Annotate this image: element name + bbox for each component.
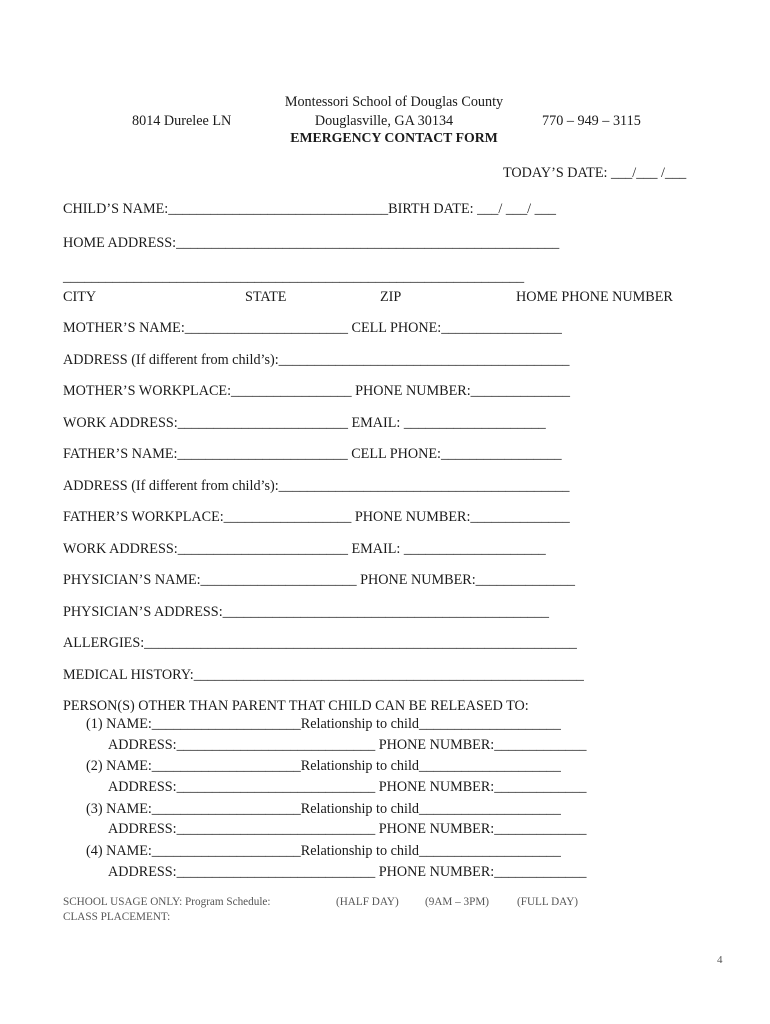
half-day-option: (HALF DAY) [336,896,399,908]
father-workplace-field[interactable]: FATHER’S WORKPLACE:__________________ PHONE NUMBER:______________ [63,509,570,525]
city-label: CITY [63,289,97,305]
form-title: EMERGENCY CONTACT FORM [290,130,498,145]
release-person-3-name[interactable]: (3) NAME:_____________________Relationship to child____________________ [86,801,561,817]
mother-address-field[interactable]: ADDRESS (If different from child’s):_________________________________________ [63,352,570,368]
zip-label: ZIP [380,289,402,305]
school-street: 8014 Durelee LN [132,113,232,129]
allergies-field[interactable]: ALLERGIES:_____________________________________________________________ [63,635,577,651]
father-address-field[interactable]: ADDRESS (If different from child’s):_________________________________________ [63,478,570,494]
full-day-option: (FULL DAY) [517,896,579,908]
address-second-line[interactable]: _________________________________________________________________ [63,269,525,285]
release-person-4-name[interactable]: (4) NAME:_____________________Relationship to child____________________ [86,843,561,859]
hours-option: (9AM – 3PM) [425,896,490,908]
release-person-1-name[interactable]: (1) NAME:_____________________Relationship to child____________________ [86,716,561,732]
school-phone: 770 – 949 – 3115 [542,113,641,129]
school-usage-label: SCHOOL USAGE ONLY: Program Schedule: [63,896,271,908]
release-heading: PERSON(S) OTHER THAN PARENT THAT CHILD CAN BE RELEASED TO: [63,698,529,714]
mother-workplace-field[interactable]: MOTHER’S WORKPLACE:_________________ PHONE NUMBER:______________ [63,383,570,399]
school-name: Montessori School of Douglas County [284,94,504,110]
home-phone-label: HOME PHONE NUMBER [516,289,673,305]
medical-history-field[interactable]: MEDICAL HISTORY:_______________________________________________________ [63,667,584,683]
mother-work-address-field[interactable]: WORK ADDRESS:________________________ EMAIL: ____________________ [63,415,546,431]
school-city-line: Douglasville, GA 30134 [314,113,454,129]
child-name-birthdate-field[interactable]: CHILD’S NAME:_______________________________BIRTH DATE: ___/ ___/ ___ [63,201,556,217]
release-person-2-name[interactable]: (2) NAME:_____________________Relationship to child____________________ [86,758,561,774]
state-label: STATE [245,289,287,305]
page-number: 4 [717,954,723,966]
release-person-3-address[interactable]: ADDRESS:____________________________ PHONE NUMBER:_____________ [108,821,587,837]
father-name-field[interactable]: FATHER’S NAME:________________________ CELL PHONE:_________________ [63,446,562,462]
physician-name-field[interactable]: PHYSICIAN’S NAME:______________________ PHONE NUMBER:______________ [63,572,575,588]
father-work-address-field[interactable]: WORK ADDRESS:________________________ EMAIL: ____________________ [63,541,546,557]
todays-date-field[interactable]: TODAY’S DATE: ___/___ /___ [503,165,687,181]
release-person-2-address[interactable]: ADDRESS:____________________________ PHONE NUMBER:_____________ [108,779,587,795]
mother-name-field[interactable]: MOTHER’S NAME:_______________________ CELL PHONE:_________________ [63,320,562,336]
home-address-field[interactable]: HOME ADDRESS:______________________________________________________ [63,235,560,251]
release-person-4-address[interactable]: ADDRESS:____________________________ PHONE NUMBER:_____________ [108,864,587,880]
physician-address-field[interactable]: PHYSICIAN’S ADDRESS:______________________________________________ [63,604,549,620]
release-person-1-address[interactable]: ADDRESS:____________________________ PHONE NUMBER:_____________ [108,737,587,753]
class-placement-label: CLASS PLACEMENT: [63,911,171,923]
